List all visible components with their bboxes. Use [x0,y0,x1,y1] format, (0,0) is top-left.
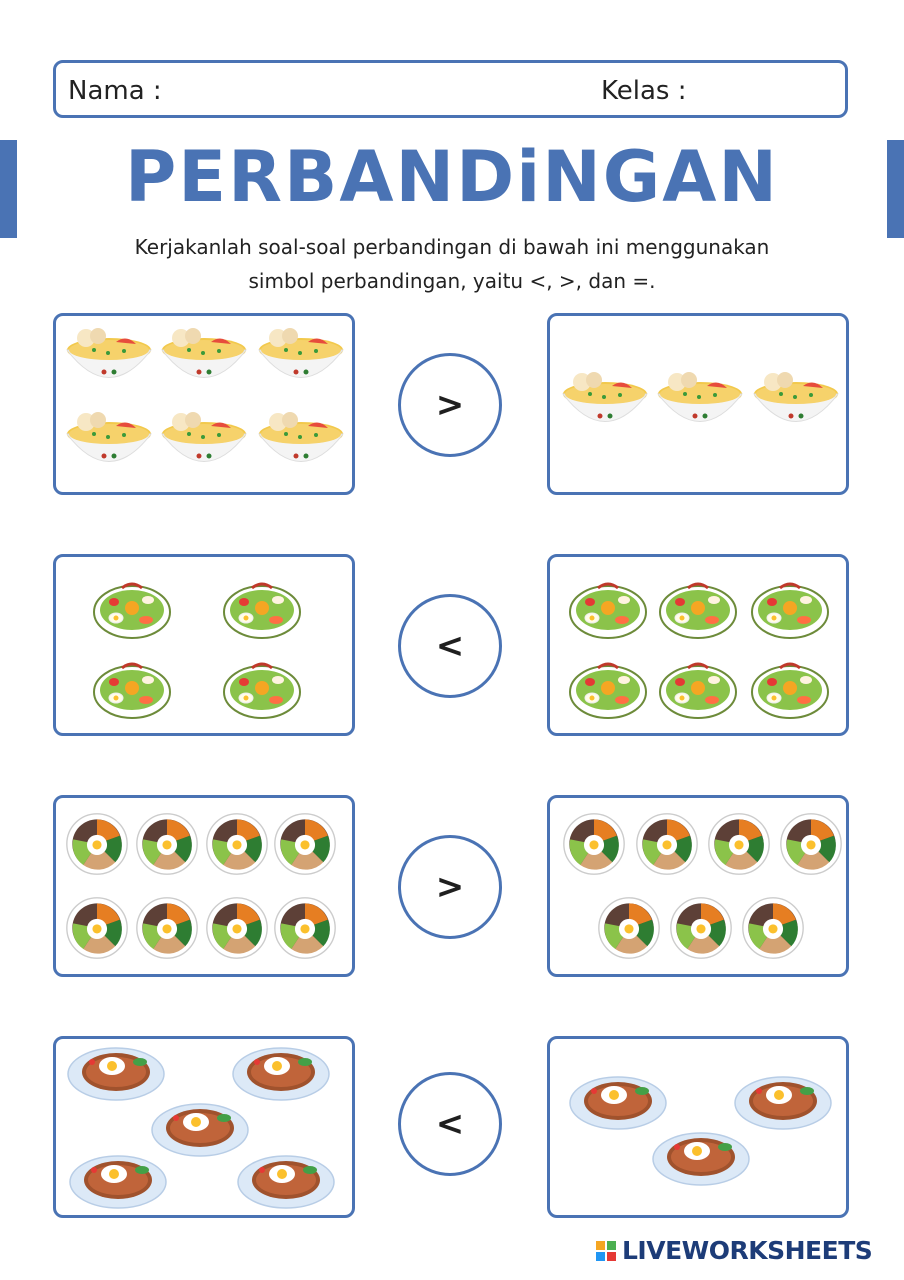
brand-name: LIVEWORKSHEETS [622,1236,873,1265]
rice-bowl-icon [64,896,130,960]
soup-bowl-icon [560,363,650,435]
instructions-line-1: Kerjakanlah soal-soal perbandingan di bawah ini menggunakan [134,235,770,259]
student-info-box [53,60,848,118]
rice-bowl-icon [561,812,627,876]
fried-rice-plate-icon [733,1071,833,1131]
salad-plate-icon [222,652,302,722]
row-2-answer-circle[interactable]: < [398,594,502,698]
soup-bowl-icon [751,363,841,435]
name-label[interactable]: Nama : [68,76,162,106]
page-title: PERBANDiNGAN [124,136,780,218]
soup-bowl-icon [655,363,745,435]
soup-bowl-icon [256,320,346,390]
rice-bowl-icon [272,812,338,876]
salad-plate-icon [92,652,172,722]
soup-bowl-icon [256,404,346,474]
soup-bowl-icon [64,320,154,390]
salad-plate-icon [222,572,302,642]
salad-plate-icon [658,652,738,722]
fried-rice-plate-icon [231,1042,331,1102]
salad-plate-icon [750,572,830,642]
rice-bowl-icon [204,812,270,876]
rice-bowl-icon [668,896,734,960]
rice-bowl-icon [634,812,700,876]
instructions-line-2: simbol perbandingan, yaitu <, >, dan =. [248,269,656,293]
salad-plate-icon [568,572,648,642]
class-label[interactable]: Kelas : [601,76,687,106]
rice-bowl-icon [778,812,844,876]
rice-bowl-icon [204,896,270,960]
instructions [40,230,864,298]
salad-plate-icon [750,652,830,722]
rice-bowl-icon [134,812,200,876]
row-1-answer-circle[interactable]: > [398,353,502,457]
fried-rice-plate-icon [236,1150,336,1210]
salad-plate-icon [92,572,172,642]
row-3-answer-circle[interactable]: > [398,835,502,939]
soup-bowl-icon [64,404,154,474]
soup-bowl-icon [159,320,249,390]
fried-rice-plate-icon [68,1150,168,1210]
rice-bowl-icon [272,896,338,960]
logo-icon [596,1241,616,1261]
salad-plate-icon [568,652,648,722]
rice-bowl-icon [740,896,806,960]
rice-bowl-icon [706,812,772,876]
fried-rice-plate-icon [568,1071,668,1131]
fried-rice-plate-icon [651,1127,751,1187]
salad-plate-icon [658,572,738,642]
soup-bowl-icon [159,404,249,474]
row-4-answer-circle[interactable]: < [398,1072,502,1176]
liveworksheets-logo [596,1236,872,1265]
rice-bowl-icon [134,896,200,960]
fried-rice-plate-icon [66,1042,166,1102]
rice-bowl-icon [596,896,662,960]
rice-bowl-icon [64,812,130,876]
fried-rice-plate-icon [150,1098,250,1158]
